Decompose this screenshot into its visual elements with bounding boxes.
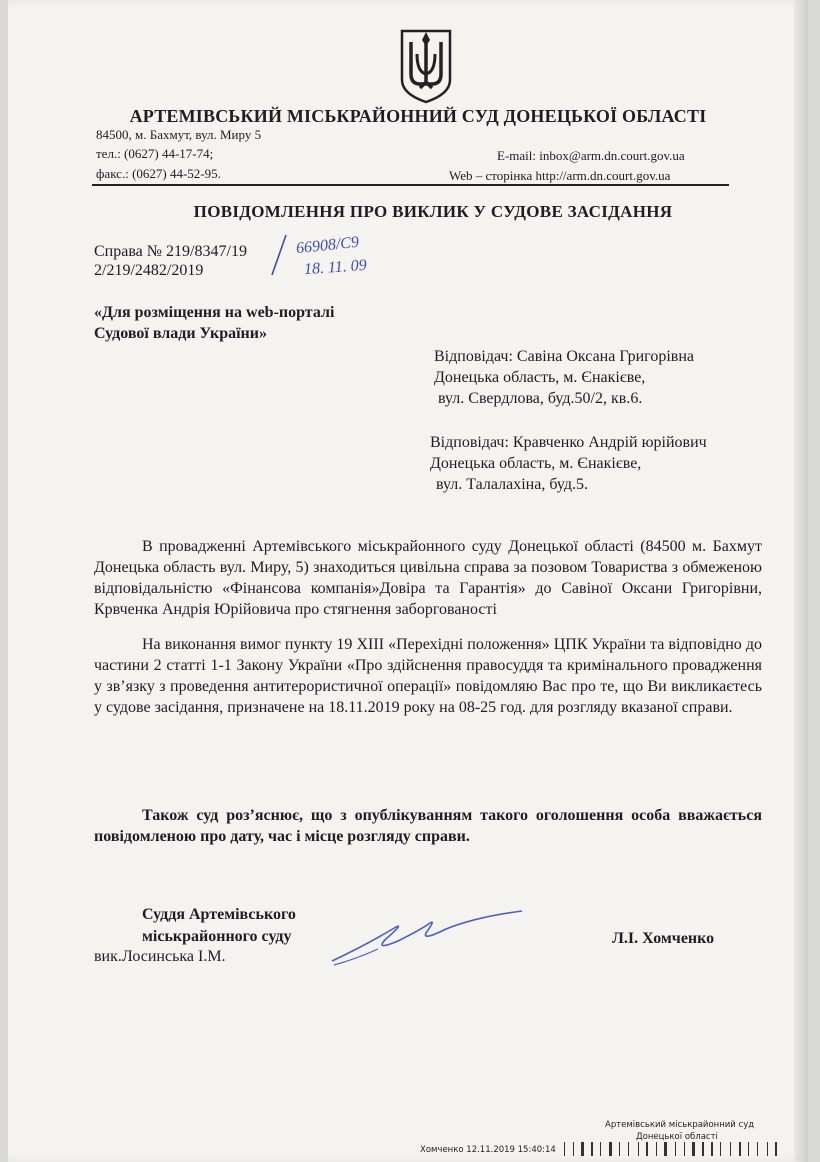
defendant-block: [430, 432, 707, 495]
page-edge-shadow: [794, 0, 808, 1162]
court-phone: тел.: (0627) 44-17-74;: [96, 146, 214, 161]
court-website: Web – сторінка http://arm.dn.court.gov.ua: [449, 168, 671, 183]
defendant-name: Відповідач: Савіна Оксана Григорівна: [434, 348, 694, 365]
registry-stamp-court: Артемівський міськрайонний суд: [605, 1120, 755, 1130]
defendant-name: Відповідач: Кравченко Андрій юрійович: [430, 434, 707, 451]
defendant-street: вул. Свердлова, буд.50/2, кв.6.: [438, 390, 643, 407]
defendant-street: вул. Талалахіна, буд.5.: [436, 476, 588, 493]
judge-name: Л.І. Хомченко: [612, 930, 715, 947]
barcode: [564, 1142, 804, 1156]
notice-clarification-paragraph: Також суд роз’яснює, що з опублікуванням такого оголошення особа вважається повідомленою про дату, час і місце розгляду справи.: [94, 807, 762, 845]
trident-emblem-icon: [398, 28, 454, 104]
judge-title-line1: Суддя Артемівського: [142, 906, 296, 923]
executor-name: вик.Лосинська І.М.: [94, 948, 226, 965]
case-description-paragraph: В провадженні Артемівського міськрайонного суду Донецької області (84500 м. Бахмут Донецька область вул. Миру, 5) знаходиться цивільна справа за позовом Товариства з обмеженою відповідальністю «Фінансова компанія»Довіра та Гарантія» до Савіної Оксани Григорівни, Крвченка Андрія Юрійовича про стягнення заборгованості: [94, 538, 762, 618]
court-name: АРТЕМІВСЬКИЙ МІСЬКРАЙОННИЙ СУД ДОНЕЦЬКОЇ ОБЛАСТІ: [129, 106, 707, 126]
document-title: ПОВІДОМЛЕННЯ ПРО ВИКЛИК У СУДОВЕ ЗАСІДАННЯ: [193, 202, 673, 221]
court-fax: факс.: (0627) 44-52-95.: [96, 166, 221, 181]
portal-note-line1: «Для розміщення на web-порталі: [94, 304, 335, 321]
handwritten-signature: [326, 905, 526, 971]
court-address: 84500, м. Бахмут, вул. Миру 5: [96, 127, 262, 142]
document-page: [8, 0, 808, 1162]
judge-title-line2: міськрайонного суду: [142, 928, 292, 945]
portal-note-line2: Судової влади України»: [94, 325, 267, 342]
defendant-region: Донецька область, м. Єнакієве,: [434, 369, 646, 386]
registry-entry: Хомченко 12.11.2019 15:40:14: [420, 1145, 556, 1155]
registry-stamp-region: Донецької області: [636, 1132, 718, 1142]
header-divider: [92, 184, 729, 186]
court-email: E-mail: inbox@arm.dn.court.gov.ua: [497, 148, 685, 163]
case-number: Справа № 219/8347/19: [94, 243, 247, 260]
handwritten-reference: 66908/С9: [295, 233, 360, 258]
summons-paragraph: На виконання вимог пункту 19 ХIII «Перехідні положення» ЦПК України та відповідно до частини 2 статті 1-1 Закону України «Про здійснення правосуддя та кримінального провадження у зв’язку з проведення антитерористичної операції» повідомляю Вас про те, що Ви викликаєтесь у судове засідання, призначене на 18.11.2019 року на 08-25 год. для розгляду вказаної справи.: [94, 636, 762, 716]
defendant-region: Донецька область, м. Єнакієве,: [430, 455, 642, 472]
defendant-block: [434, 346, 694, 409]
handwritten-date: 18. 11. 09: [303, 256, 368, 279]
proceeding-number: 2/219/2482/2019: [94, 262, 204, 279]
handwritten-slash: [264, 233, 294, 277]
